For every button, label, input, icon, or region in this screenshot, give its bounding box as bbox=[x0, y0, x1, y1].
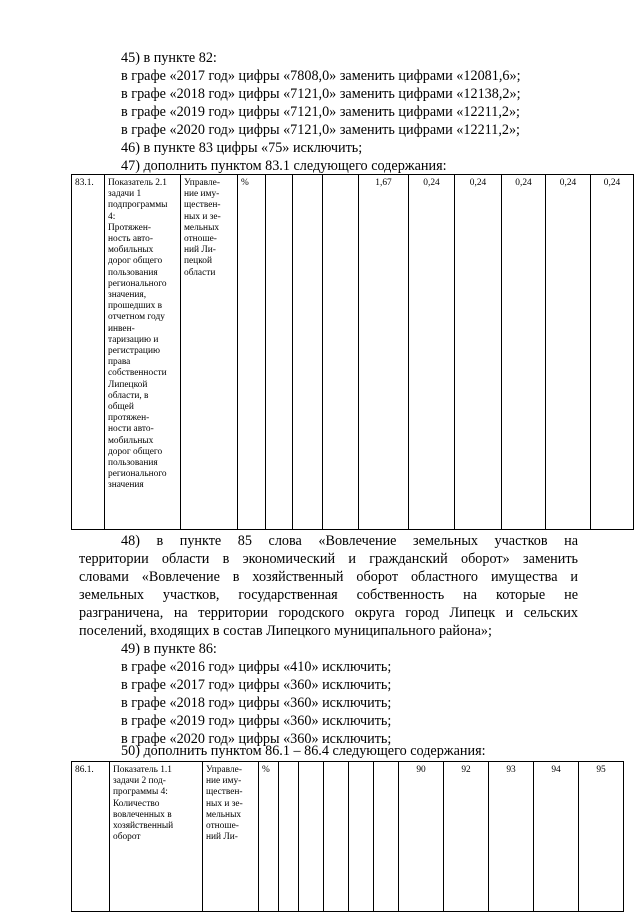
text-line: в графе «2017 год» цифры «7808,0» заменить цифрами «12081,6»; bbox=[121, 68, 521, 84]
text-line: в графе «2019 год» цифры «7121,0» заменить цифрами «12211,2»; bbox=[121, 104, 520, 120]
text-line: территории области в экономический и гражданский оборот» заменить bbox=[79, 551, 578, 567]
value-cell bbox=[323, 175, 359, 530]
value-cell bbox=[349, 762, 374, 912]
value-cell: 92 bbox=[444, 762, 489, 912]
value-cell bbox=[299, 762, 324, 912]
row-number-cell: 86.1. bbox=[72, 762, 110, 912]
value-cell: 0,24 bbox=[409, 175, 455, 530]
value-cell bbox=[324, 762, 349, 912]
text-line: в графе «2018 год» цифры «7121,0» заменить цифрами «12138,2»; bbox=[121, 86, 521, 102]
responsible-cell: Управле- ние иму- ществен- ных и зе- мельных отноше- ний Ли- пецкой области bbox=[181, 175, 238, 530]
responsible-cell: Управле- ние иму- ществен- ных и зе- мельных отноше- ний Ли- bbox=[203, 762, 259, 912]
unit-cell: % bbox=[238, 175, 266, 530]
value-cell bbox=[293, 175, 323, 530]
value-cell: 93 bbox=[489, 762, 534, 912]
value-cell: 0,24 bbox=[455, 175, 502, 530]
value-cell: 0,24 bbox=[546, 175, 591, 530]
value-cell: 95 bbox=[579, 762, 624, 912]
value-cell: 1,67 bbox=[359, 175, 409, 530]
value-cell: 0,24 bbox=[502, 175, 546, 530]
text-line: 49) в пункте 86: bbox=[121, 641, 217, 657]
text-line: разграничена, на территории городского округа город Липецк и сельских bbox=[79, 605, 578, 621]
table-row bbox=[72, 762, 624, 912]
table-86-1 bbox=[71, 761, 624, 912]
text-line: 47) дополнить пунктом 83.1 следующего содержания: bbox=[121, 158, 447, 174]
value-cell: 0,24 bbox=[591, 175, 634, 530]
table-row bbox=[72, 175, 634, 530]
text-line: 48) в пункте 85 слова «Вовлечение земельных участков на bbox=[121, 533, 578, 549]
text-line: в графе «2018 год» цифры «360» исключить; bbox=[121, 695, 392, 711]
value-cell: 94 bbox=[534, 762, 579, 912]
text-line: в графе «2020 год» цифры «7121,0» заменить цифрами «12211,2»; bbox=[121, 122, 520, 138]
text-line: в графе «2017 год» цифры «360» исключить; bbox=[121, 677, 392, 693]
indicator-name-cell: Показатель 2.1 задачи 1 подпрограммы 4: Протяжен- ность авто- мобильных дорог общего пользования регионального значения, прошедших в отчетном году инвен- таризацию и регистрацию права собственности Липецкой области, в общей протяжен- ности авто- мобильных дорог общего пользования регионального значения bbox=[105, 175, 181, 530]
value-cell bbox=[279, 762, 299, 912]
value-cell: 90 bbox=[399, 762, 444, 912]
value-cell bbox=[374, 762, 399, 912]
text-line: 46) в пункте 83 цифры «75» исключить; bbox=[121, 140, 363, 156]
text-line: 45) в пункте 82: bbox=[121, 50, 217, 66]
indicator-name-cell: Показатель 1.1 задачи 2 под- программы 4: Количество вовлеченных в хозяйственный оборот bbox=[110, 762, 203, 912]
table-83-1 bbox=[71, 174, 634, 530]
value-cell bbox=[266, 175, 293, 530]
unit-cell: % bbox=[259, 762, 279, 912]
text-line: 50) дополнить пунктом 86.1 – 86.4 следующего содержания: bbox=[121, 743, 486, 759]
row-number-cell: 83.1. bbox=[72, 175, 105, 530]
text-line: в графе «2019 год» цифры «360» исключить; bbox=[121, 713, 392, 729]
text-line: земельных участков, государственная собственность на которые не bbox=[79, 587, 578, 603]
text-line: словами «Вовлечение в хозяйственный оборот областного имущества и bbox=[79, 569, 578, 585]
text-line: в графе «2020 год» цифры «360» исключить; bbox=[121, 731, 392, 747]
text-line: поселений, входящих в состав Липецкого муниципального района»; bbox=[79, 623, 492, 639]
text-line: в графе «2016 год» цифры «410» исключить; bbox=[121, 659, 392, 675]
